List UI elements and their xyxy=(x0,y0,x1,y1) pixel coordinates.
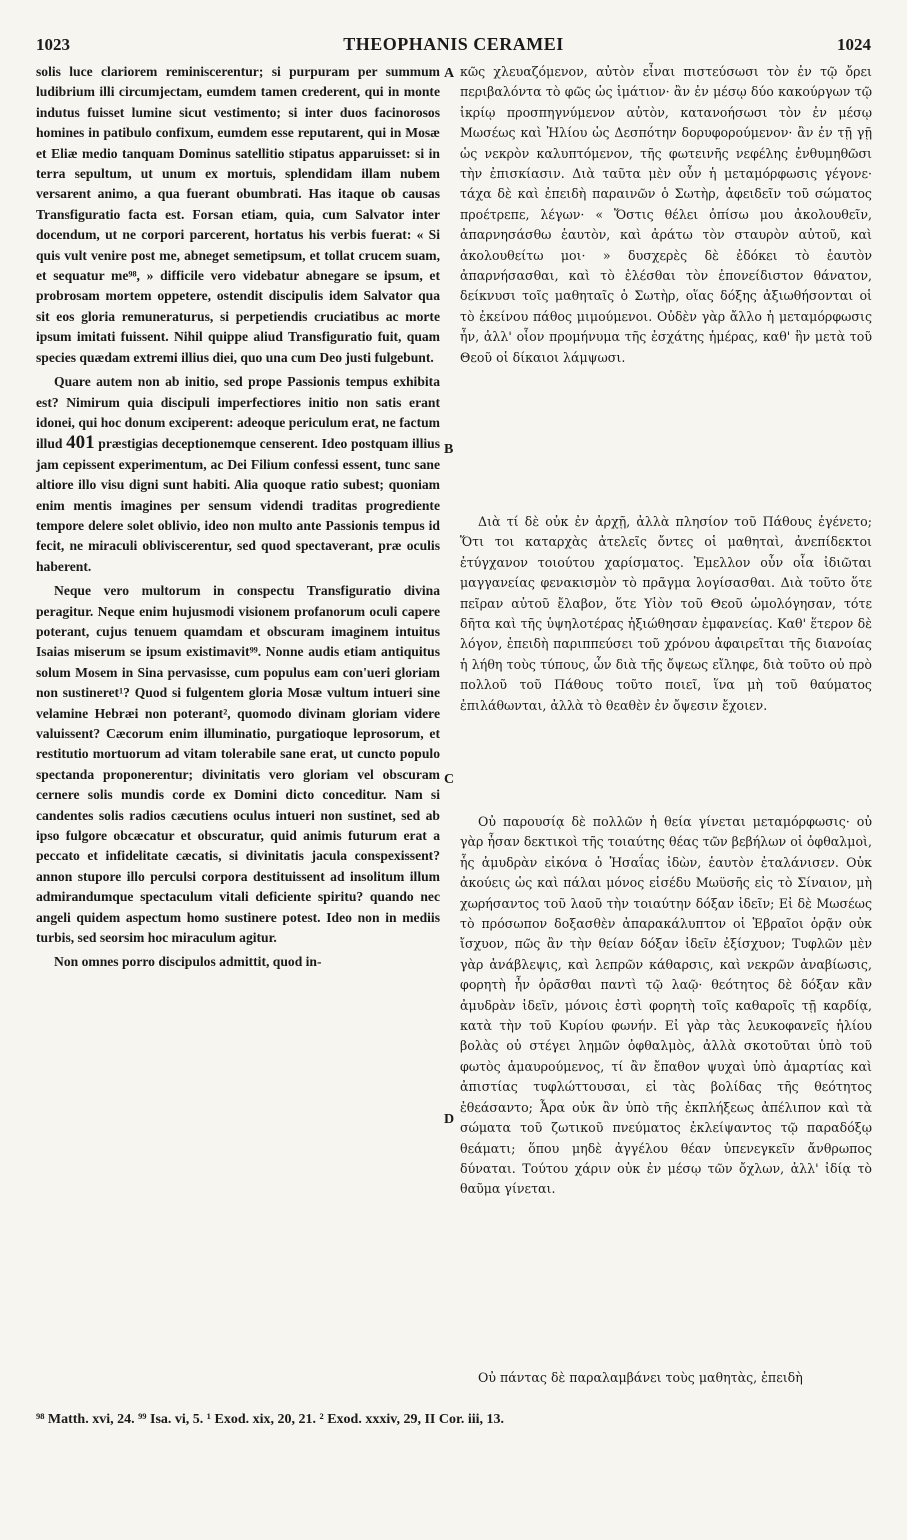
latin-paragraph-2 xyxy=(36,372,440,577)
latin-paragraph-4: Non omnes porro discipulos admittit, quod in- xyxy=(54,954,322,970)
running-header xyxy=(36,34,871,58)
greek-paragraph-2: Διὰ τί δὲ οὐκ ἐν ἀρχῇ, ἀλλὰ πλησίον τοῦ Πάθους ἐγένετο; Ὅτι τοι καταρχὰς ἀτελεῖς ὄντες οἱ μαθηταὶ, ἀνεπίδεκτοι ἐτύγχανον τοιούτου χαρίσματος. Ἐμελλον οὖν οἷα ἰδιῶται μαγγανείας φενακισμὸν τὸ πρᾶγμα λογίσασθαι. Διὰ τοῦτο ὅτε πεῖραν αὐτοῦ ἔλαβον, ὅτε Υἱὸν τοῦ Θεοῦ ὡμολόγησαν, τότε δῆτα καὶ τῆς ὑψηλοτέρας ἠξιώθησαν ἐμφανείας. Καθ' ἕτερον δὲ λόγον, ἐπειδὴ παριππεύσει τοῦ χρόνου ἀφαιρεῖται τῆς διανοίας ἡ λήθη τοὺς τύπους, ὧν διὰ τῆς ὄψεως εἴληφε, διὰ τοῦτο οὐ πρὸ πολλοῦ τοῦ Πάθους τοῦτο ποιεῖ, ἵνα μὴ τοῦ θαύματος ἐπιλάθωνται, ἀλλὰ τὸ θεαθὲν ἐν ὄψεσιν ἔχοιεν. xyxy=(460,514,872,713)
left-page-number: 1023 xyxy=(36,35,70,54)
greek-column xyxy=(460,62,872,1402)
section-marker-d: D xyxy=(444,1112,455,1127)
latin-paragraph-1: solis luce clariorem reminiscerentur; si purpuram per summum ludibrium illi circumjectam, eumdem tamen crederent, qui in monte indutus fuisset lumine sicut vestimento; si inter duos facinorosos homines in patibulo confixum, eumdem esse reputarent, qui in Mosæ et Eliæ medio tanquam Dominus satellitio stipatus apparuisset: si in terra sepultum, ut unum ex mortuis, splendidam illam nubem versarent animo, a qua fuerant obumbrati. Has itaque ob causas Transfiguratio facta est. Forsan etiam, quia, cum Salvator inter docendum, ut ne corpori parcerent, hortatus his verbis fuerat: « Si quis vult venire post me, abneget semetipsum, et tollat crucem suam, et sequatur me⁹⁸, » difficile vero videbatur abnegare se ipsum, et probrosam mortem oppetere, ostendit discipulis idem Salvator qua sit eos gloria remuneraturus, si perpetiendis cruciatibus ac morte ipsum imitati fuissent. Nihil quippe aliud Transfiguratio fuit, quam species quædam extremi illius diei, quo una cum Deo justi fulgebunt. xyxy=(36,64,440,365)
section-marker-b: B xyxy=(444,442,454,457)
right-page-number: 1024 xyxy=(837,35,871,54)
section-marker-c: C xyxy=(444,772,455,787)
greek-paragraph-3: Οὐ παρουσίᾳ δὲ πολλῶν ἡ θεία γίνεται μεταμόρφωσις· οὐ γὰρ ἦσαν δεκτικοὶ τῆς τοιαύτης θέας τῶν βεβήλων οἱ ὀφθαλμοὶ, ἧς ἀμυδρὰν εἰκόνα ὁ Ἡσαΐας ἰδὼν, ἑαυτὸν ἐταλάνισεν. Οὐκ ἀκούεις ὡς καὶ πάλαι μόνος εἰσέδυ Μωϋσῆς εἰς τὸ Σίναιον, μὴ χωρήσαντος τοῦ λαοῦ τὴν τοιαύτην δόξαν ἰδεῖν; Εἰ δὲ Μωσέως τὸ πρόσωπον δοξασθὲν ἀπαρακάλυπτον οἱ Ἑβραῖοι ὁρᾷν οὐκ ἴσχυον, πῶς ἂν τὴν θείαν δόξαν ἰδεῖν ἐξίσχυον; Τυφλῶν μὲν γὰρ ἀνάβλεψις, καὶ λεπρῶν κάθαρσις, καὶ νεκρῶν ἀναβίωσις, φορητὴ ἦν ὁρᾶσθαι παντὶ τῷ λαῷ· θεότητος δὲ δόξαν κἂν ἀμυδρὰν ἰδεῖν, μόνοις ἐστὶ φορητὴ τοῖς καθαροῖς τῇ καρδίᾳ, κατὰ τὴν τοῦ Κυρίου φωνήν. Εἰ γὰρ τὰς λευκοφανεῖς ἡλίου βολὰς οὐ στέγει λημῶν ὀφθαλμὸς, ἀλλὰ σκοτοῦται ὑπὸ τοῦ φωτὸς ἀμαυρούμενος, τί ἂν ἔπαθον ψυχαὶ ὑπὸ ἁμαρτίας καὶ ἀπιστίας τυφλώττουσαι, εἰ τὰς βολίδας τῆς θεότητος ἐθεάσαντο; Ἆρα οὐκ ἂν ὑπὸ τῆς ἐκπλήξεως ἀπέλιπον καὶ τὰ σώματα τοῦ ζωτικοῦ πνεύματος ἐκλείψαντος τῷ παραδόξῳ θεάματι; ὅπου μηδὲ ἀγγέλου θέαν ὑπενεγκεῖν ἄνθρωπος δύναται. Τούτου χάριν οὐκ ἐν μέσῳ τῶν ὄχλων, ἀλλ' ἰδίᾳ τὸ θαῦμα γίνεται. xyxy=(460,814,872,1197)
greek-paragraph-4: Οὐ πάντας δὲ παραλαμβάνει τοὺς μαθητὰς, ἐπειδὴ xyxy=(478,1370,803,1385)
latin-paragraph-2-end: præstigias deceptionemque censerent. Ideo postquam illius jam cepissent experimentum, ac Dei Filium confessi essent, tunc sane altiore illo visu digni sunt habiti. Alia quoque ratio subest; quoniam enim mentis imagines per sensum videndi traditas progrediente tempore delere solet oblivio, ideo non multo ante Passionis tempus id fecit, ne miraculi obliviscerentur, sed quod spectaverant, præ oculis haberent. xyxy=(36,436,440,574)
footnotes: ⁹⁸ Matth. xvi, 24. ⁹⁹ Isa. vi, 5. ¹ Exod. xix, 20, 21. ² Exod. xxxiv, 29, II Cor. iii, 13. xyxy=(36,1412,505,1427)
section-marker-a: A xyxy=(444,66,455,81)
column-number: 401 xyxy=(66,432,95,454)
running-title: THEOPHANIS CERAMEI xyxy=(343,34,564,54)
latin-paragraph-2-start: Quare autem non ab initio, sed prope Passionis tempus exhibita est? Nimirum quia discipuli imperfectiores initio non satis erant idonei, qui hoc donum exciperent: adeoque periculum erat, ne factum illud xyxy=(36,374,440,452)
latin-paragraph-3: Neque vero multorum in conspectu Transfiguratio divina peragitur. Neque enim hujusmodi visionem profanorum oculi capere poterant, cujus tenuem quamdam et obscuram imaginem intuitus Isaias miserum se ipsum existimavit⁹⁹. Nonne audis etiam antiquitus solum Mosem in Sina pervasisse, cum populus eam con'ueri gloriam non sustineret¹? Quod si fulgentem gloria Mosæ vultum intueri sine velamine Hebræi non poterant², quomodo divinam gloriam videre valuissent? Cæcorum enim illuminatio, purgatioque leprosorum, et restitutio mortuorum ad vitam tolerabile sane erat, ut cuncto populo spectanda proponerentur; divinitatis vero gloriam vel obscuram cernere solis mundis corde ex Domini dicto conceditur. Nam si candentes solis radios cæcutiens oculus intueri non sustinet, sed ab ipso fulgore obcæcatur et obscuratur, quid animis futurum erat a peccato et infidelitate cæcatis, si divinitatis jacula conspexissent? annon stupore illo perculsi corpora destituissent ad insolitum illum admirandumque spectaculum vitali deficiente spiritu? quando nec angeli quidem aspectum homo sustinere potest. Ideo non in mediis turbis, sed seorsim hoc miraculum agitur. xyxy=(36,583,440,946)
latin-column xyxy=(36,62,440,973)
greek-paragraph-1: κῶς χλευαζόμενον, αὐτὸν εἶναι πιστεύσωσι τὸν ἐν τῷ ὄρει περιβαλόντα τὸ φῶς ὡς ἱμάτιον· ἂν ἐν μέσῳ δύο κακούργων τῷ ἰκρίῳ προσπηγνύμενον αὐτὸν, κατανοήσωσι τὸν ἐν μέσῳ Μωσέως καὶ Ἠλίου ὡς Δεσπότην δορυφορούμενον· ἂν ἐν τῇ γῇ ὡς νεκρὸν καλυπτόμενον, τῆς φωτεινῆς νεφέλης ἐνθυμηθῶσι τὴν ἐπισκίασιν. Διὰ ταῦτα μὲν οὖν ἡ μεταμόρφωσις γέγονε· τάχα δὲ καὶ ἐπειδὴ παραινῶν ὁ Σωτὴρ, ἀφειδεῖν τοῦ σώματος προέτρεπε, λέγων· « Ὅστις θέλει ὀπίσω μου ἀκολουθεῖν, ἀπαρνησάσθω ἑαυτὸν, καὶ ἀράτω τὸν σταυρὸν αὐτοῦ, καὶ ἀκολουθείτω μοι· » δυσχερὲς δὲ ἐδόκει τὸ ἑαυτὸν ἀπαρνήσασθαι, καὶ τὸ ἑλέσθαι τὸν ἐπονείδιστον θάνατον, δείκνυσι τοῖς μαθηταῖς ὁ Σωτὴρ, οἵας δόξης ἀξιωθήσονται οἱ τὸ ἐκείνου πάθος μιμούμενοι. Οὐδὲν γὰρ ἄλλο ἡ μεταμόρφωσις ἦν, ἀλλ' οἷον προμήνυμα τῆς ἐσχάτης ἡμέρας, καθ' ἣν μετὰ τοῦ Θεοῦ οἱ δίκαιοι λάμψωσι. xyxy=(460,64,872,365)
